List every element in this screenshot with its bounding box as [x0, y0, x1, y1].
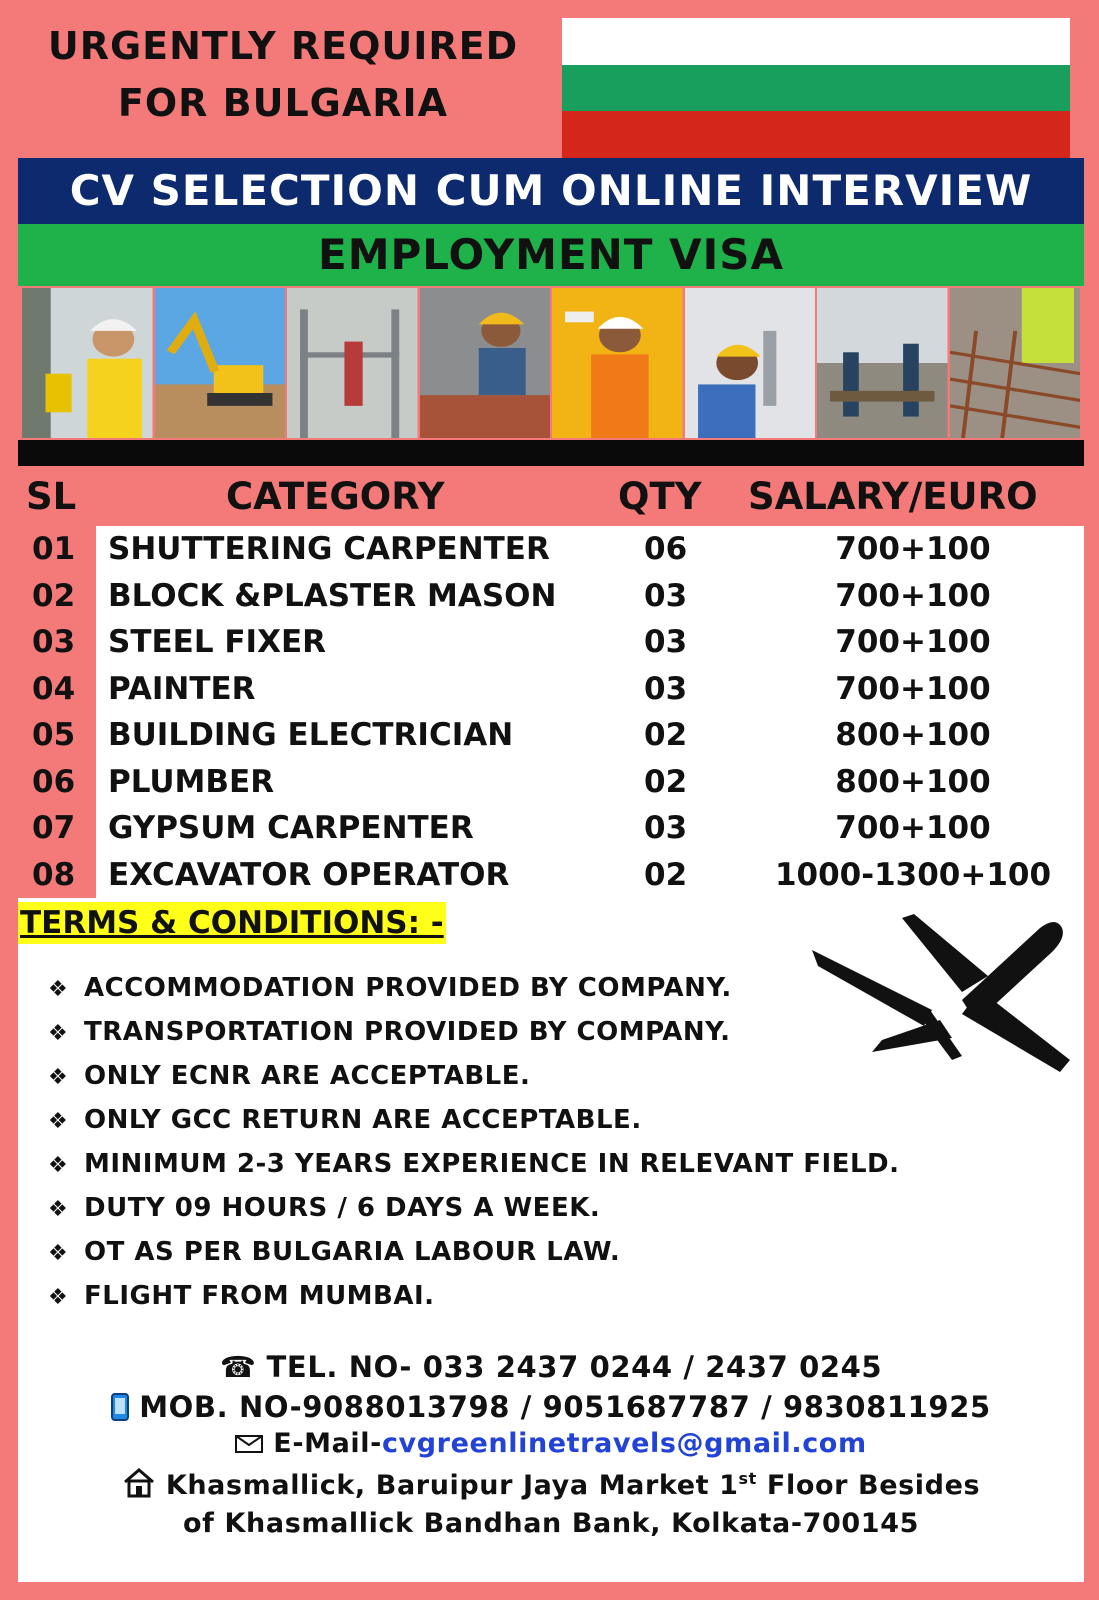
- diamond-bullet-icon: ❖: [48, 1241, 69, 1266]
- table-row: [0, 805, 1099, 852]
- table-header: [0, 472, 1099, 522]
- terms-list: [48, 966, 900, 1318]
- photo-steel-fixer: [950, 288, 1081, 438]
- row-qty: 02: [644, 763, 688, 800]
- terms-item: ❖ DUTY 09 HOURS / 6 DAYS A WEEK.: [48, 1186, 900, 1230]
- address-text-2: of Khasmallick Bandhan Bank, Kolkata-700145: [183, 1508, 919, 1539]
- diamond-bullet-icon: ❖: [48, 1285, 69, 1310]
- row-category: EXCAVATOR OPERATOR: [108, 856, 510, 893]
- row-qty: 03: [644, 810, 688, 846]
- photo-painter: [552, 288, 683, 438]
- row-salary: 700+100: [835, 577, 991, 614]
- diamond-bullet-icon: ❖: [48, 1021, 69, 1046]
- row-sl: 07: [32, 810, 76, 846]
- diamond-bullet-icon: ❖: [48, 1065, 69, 1090]
- row-category: PAINTER: [108, 670, 256, 707]
- table-row: [0, 759, 1099, 806]
- mobile-numbers[interactable]: MOB. NO-9088013798 / 9051687787 / 9830811925: [139, 1390, 991, 1424]
- terms-item: ❖ ACCOMMODATION PROVIDED BY COMPANY.: [48, 966, 900, 1010]
- photo-electrician: [22, 288, 153, 438]
- envelope-icon: [235, 1428, 263, 1459]
- address-line-2: [18, 1508, 1084, 1539]
- row-qty: 02: [644, 717, 688, 753]
- row-salary: 700+100: [835, 624, 991, 660]
- row-qty: 06: [644, 531, 688, 567]
- terms-item: ❖ MINIMUM 2-3 YEARS EXPERIENCE IN RELEVANT FIELD.: [48, 1142, 900, 1186]
- terms-item: ❖ FLIGHT FROM MUMBAI.: [48, 1274, 900, 1318]
- photo-scaffold-worker: [287, 288, 418, 438]
- row-salary: 700+100: [835, 670, 991, 707]
- row-salary: 800+100: [835, 763, 991, 800]
- row-salary: 1000-1300+100: [774, 856, 1052, 893]
- divider-bar: [18, 440, 1084, 466]
- row-sl: 03: [32, 624, 76, 660]
- email-address-link[interactable]: cvgreenlinetravels@gmail.com: [381, 1428, 867, 1459]
- terms-item: ❖ OT AS PER BULGARIA LABOUR LAW.: [48, 1230, 900, 1274]
- email-line: [18, 1428, 1084, 1459]
- diamond-bullet-icon: ❖: [48, 1153, 69, 1178]
- table-row: [0, 619, 1099, 666]
- flag-stripe-green: [562, 65, 1070, 112]
- terms-heading: TERMS & CONDITIONS: -: [18, 902, 446, 944]
- row-qty: 03: [644, 624, 688, 660]
- table-row: [0, 712, 1099, 759]
- headline-line-1: URGENTLY REQUIRED: [47, 24, 519, 68]
- diamond-bullet-icon: ❖: [48, 1109, 69, 1134]
- row-sl: 06: [32, 763, 76, 800]
- row-sl: 01: [32, 531, 76, 567]
- bulgaria-flag: [562, 18, 1070, 158]
- row-category: SHUTTERING CARPENTER: [108, 531, 550, 567]
- row-salary: 700+100: [835, 810, 991, 846]
- row-category: BLOCK &PLASTER MASON: [108, 577, 557, 614]
- terms-item: ❖ ONLY GCC RETURN ARE ACCEPTABLE.: [48, 1098, 900, 1142]
- telephone-line: [18, 1350, 1084, 1384]
- headline-line-2: FOR BULGARIA: [117, 81, 449, 125]
- table-row: [0, 852, 1099, 899]
- photo-shuttering-crew: [817, 288, 948, 438]
- photo-plumber: [685, 288, 816, 438]
- row-category: STEEL FIXER: [108, 624, 327, 660]
- row-category: GYPSUM CARPENTER: [108, 810, 474, 846]
- table-row: [0, 573, 1099, 620]
- header-qty: QTY: [618, 475, 702, 518]
- address-line-1: [18, 1468, 1084, 1501]
- row-qty: 02: [644, 856, 688, 893]
- selection-banner: CV SELECTION CUM ONLINE INTERVIEW: [18, 158, 1084, 224]
- address-text-1b: Floor Besides: [756, 1470, 981, 1501]
- table-row: [0, 666, 1099, 713]
- visa-banner: EMPLOYMENT VISA: [18, 224, 1084, 286]
- address-superscript: st: [738, 1469, 757, 1488]
- row-sl: 08: [32, 856, 76, 893]
- header-salary: SALARY/EURO: [748, 475, 1038, 518]
- row-salary: 700+100: [835, 531, 991, 567]
- header-sl: SL: [26, 475, 77, 518]
- telephone-numbers[interactable]: TEL. NO- 033 2437 0244 / 2437 0245: [266, 1350, 883, 1384]
- row-sl: 04: [32, 670, 76, 707]
- table-row: [0, 526, 1099, 573]
- row-sl: 05: [32, 717, 76, 753]
- header-category: CATEGORY: [226, 475, 445, 518]
- flag-stripe-red: [562, 111, 1070, 158]
- terms-item: ❖ TRANSPORTATION PROVIDED BY COMPANY.: [48, 1010, 900, 1054]
- row-salary: 800+100: [835, 717, 991, 753]
- diamond-bullet-icon: ❖: [48, 977, 69, 1002]
- row-qty: 03: [644, 577, 688, 614]
- headline: [18, 18, 548, 132]
- row-sl: 02: [32, 577, 76, 614]
- telephone-icon: ☎: [219, 1350, 257, 1384]
- job-table: [0, 526, 1099, 898]
- terms-item: ❖ ONLY ECNR ARE ACCEPTABLE.: [48, 1054, 900, 1098]
- worker-photo-strip: [22, 288, 1080, 438]
- row-category: BUILDING ELECTRICIAN: [108, 717, 514, 753]
- mobile-phone-icon: [111, 1390, 129, 1424]
- mobile-line: [18, 1390, 1084, 1424]
- address-text-1a: Khasmallick, Baruipur Jaya Market 1: [165, 1470, 739, 1501]
- photo-excavator: [155, 288, 286, 438]
- email-label: E-Mail-: [273, 1428, 382, 1459]
- row-qty: 03: [644, 670, 688, 707]
- diamond-bullet-icon: ❖: [48, 1197, 69, 1222]
- home-icon: [122, 1468, 156, 1501]
- photo-mason: [420, 288, 551, 438]
- row-category: PLUMBER: [108, 763, 275, 800]
- flag-stripe-white: [562, 18, 1070, 65]
